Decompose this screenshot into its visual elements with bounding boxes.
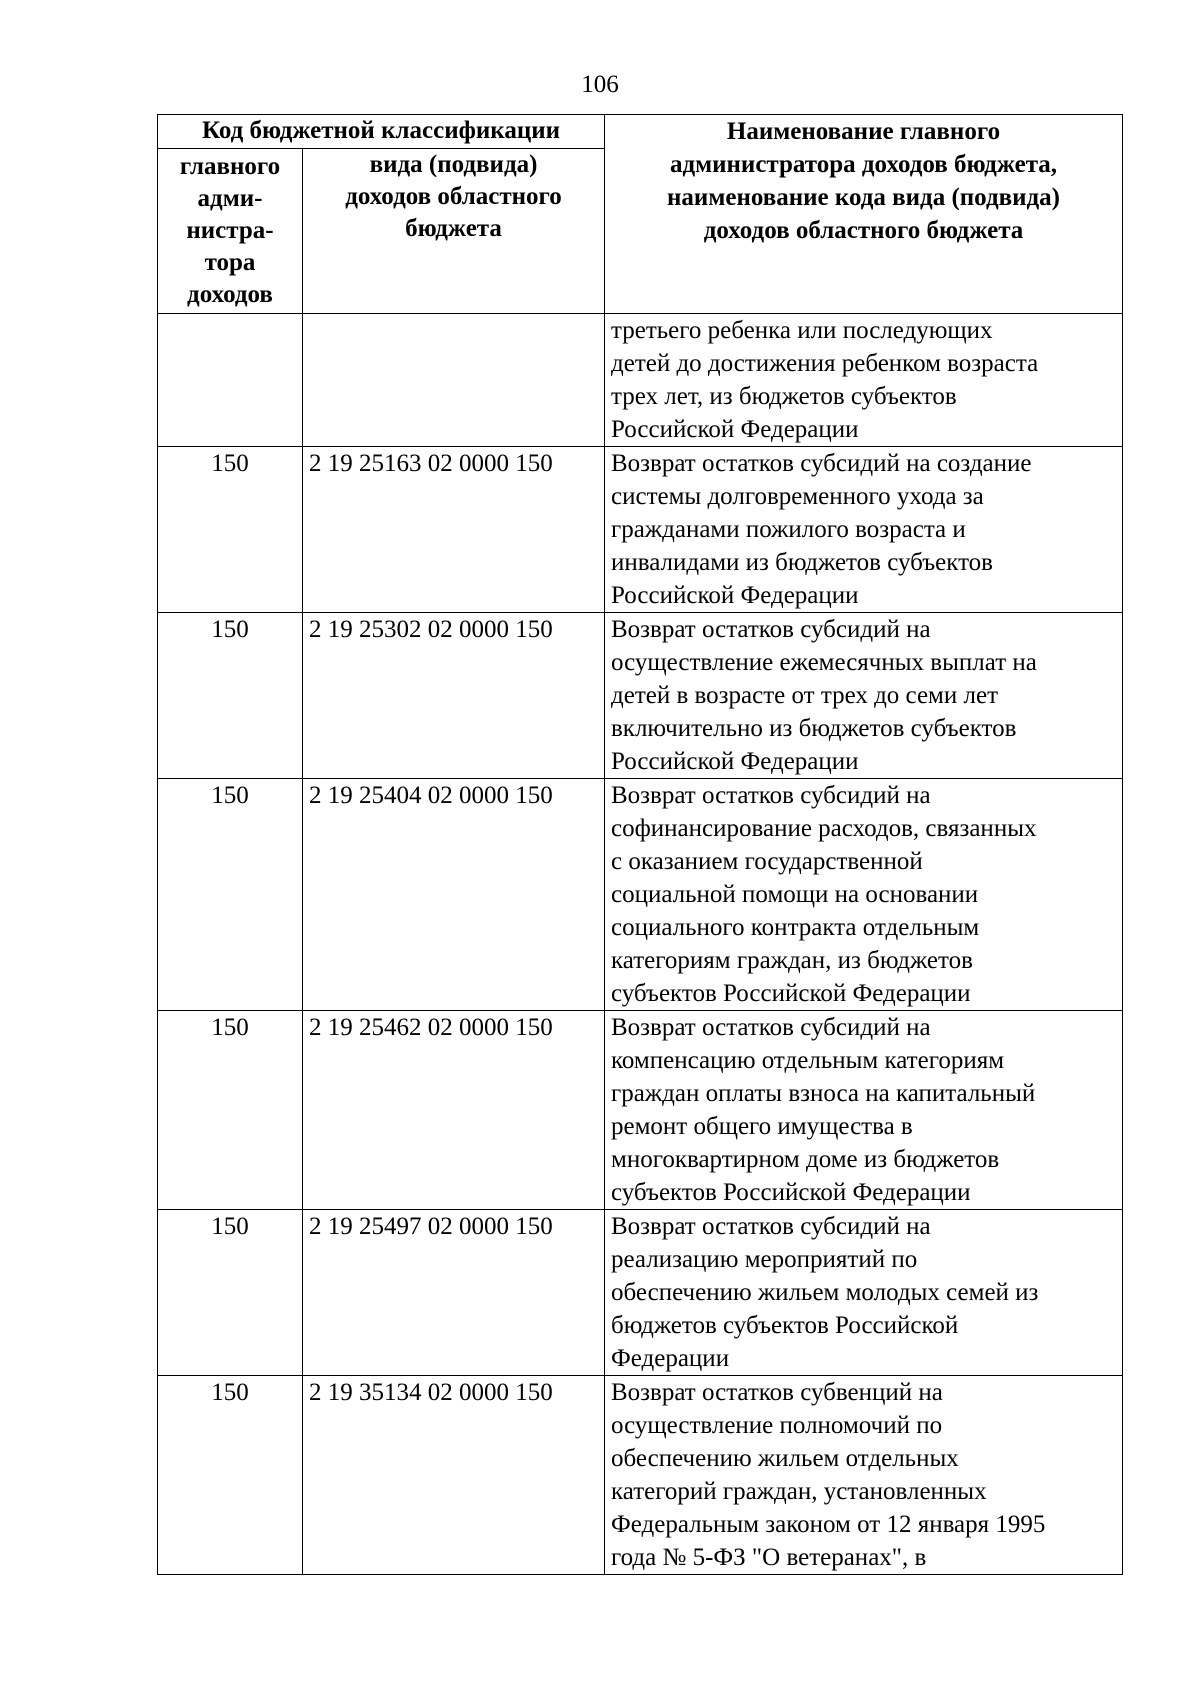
income-name-cell bbox=[605, 1210, 1123, 1376]
income-name-cell bbox=[605, 1011, 1123, 1210]
income-name-line: ремонт общего имущества в bbox=[611, 1113, 913, 1140]
income-name-line: субъектов Российской Федерации bbox=[611, 980, 971, 1007]
income-name-line: социальной помощи на основании bbox=[611, 881, 979, 908]
income-name-line: реализацию мероприятий по bbox=[611, 1246, 918, 1273]
income-name-line: софинансирование расходов, связанных bbox=[611, 815, 1037, 842]
table-row bbox=[158, 779, 1123, 1011]
income-code-cell bbox=[303, 314, 605, 447]
table-row bbox=[158, 613, 1123, 779]
admin-code-cell: 150 bbox=[158, 447, 303, 613]
income-name-line: компенсацию отдельным категориям bbox=[611, 1047, 1005, 1074]
income-name-line: обеспечению жильем молодых семей из bbox=[611, 1279, 1039, 1306]
income-name-line: бюджетов субъектов Российской bbox=[611, 1312, 959, 1339]
income-name-line: с оказанием государственной bbox=[611, 848, 923, 875]
income-name-line: года № 5-ФЗ "О ветеранах", в bbox=[611, 1544, 927, 1571]
income-name-line: категорий граждан, установленных bbox=[611, 1478, 987, 1505]
income-name-line: третьего ребенка или последующих bbox=[611, 317, 993, 344]
code-header-line: бюджета bbox=[405, 215, 502, 242]
code-header-line: доходов областного bbox=[345, 183, 562, 210]
income-name-line: трех лет, из бюджетов субъектов bbox=[611, 383, 957, 410]
income-name-line: граждан оплаты взноса на капитальный bbox=[611, 1080, 1036, 1107]
admin-code-cell: 150 bbox=[158, 1011, 303, 1210]
income-name-cell bbox=[605, 1376, 1123, 1575]
income-code-cell: 2 19 25163 02 0000 150 bbox=[303, 447, 605, 613]
income-name-line: субъектов Российской Федерации bbox=[611, 1179, 971, 1206]
page-number: 106 bbox=[581, 71, 619, 98]
admin-header-line: тора bbox=[204, 249, 256, 276]
table-row bbox=[158, 447, 1123, 613]
income-name-cell bbox=[605, 613, 1123, 779]
admin-column-header bbox=[158, 149, 303, 314]
name-column-header bbox=[605, 115, 1123, 314]
table-body bbox=[158, 314, 1123, 1575]
income-code-cell: 2 19 35134 02 0000 150 bbox=[303, 1376, 605, 1575]
income-name-line: Возврат остатков субсидий на bbox=[611, 782, 931, 809]
name-header-line: администратора доходов бюджета, bbox=[669, 151, 1058, 178]
income-name-line: Российской Федерации bbox=[611, 416, 859, 443]
name-header-line: доходов областного бюджета bbox=[703, 217, 1024, 244]
income-name-line: гражданами пожилого возраста и bbox=[611, 516, 966, 543]
budget-classification-table bbox=[157, 114, 1123, 1575]
income-name-line: инвалидами из бюджетов субъектов bbox=[611, 549, 993, 576]
income-code-cell: 2 19 25497 02 0000 150 bbox=[303, 1210, 605, 1376]
income-name-line: детей в возрасте от трех до семи лет bbox=[611, 682, 998, 709]
table-row bbox=[158, 1011, 1123, 1210]
table-row bbox=[158, 314, 1123, 447]
income-name-line: Возврат остатков субвенций на bbox=[611, 1379, 943, 1406]
income-name-line: Возврат остатков субсидий на bbox=[611, 616, 931, 643]
income-name-line: Возврат остатков субсидий на создание bbox=[611, 450, 1032, 477]
income-name-cell bbox=[605, 779, 1123, 1011]
income-name-line: Российской Федерации bbox=[611, 582, 859, 609]
table-row bbox=[158, 1376, 1123, 1575]
admin-code-cell: 150 bbox=[158, 1210, 303, 1376]
admin-header-line: нистра- bbox=[186, 217, 274, 244]
admin-header-line: адми- bbox=[197, 185, 263, 212]
income-name-line: осуществление ежемесячных выплат на bbox=[611, 649, 1037, 676]
code-header-line: вида (подвида) bbox=[369, 151, 538, 178]
income-name-line: обеспечению жильем отдельных bbox=[611, 1445, 959, 1472]
income-name-line: детей до достижения ребенком возраста bbox=[611, 350, 1039, 377]
income-name-cell bbox=[605, 447, 1123, 613]
admin-code-cell bbox=[158, 314, 303, 447]
income-code-cell: 2 19 25462 02 0000 150 bbox=[303, 1011, 605, 1210]
admin-header-line: главного bbox=[179, 153, 281, 180]
income-name-line: категориям граждан, из бюджетов bbox=[611, 947, 973, 974]
income-name-line: многоквартирном доме из бюджетов bbox=[611, 1146, 1000, 1173]
budget-classification-group-header: Код бюджетной классификации bbox=[158, 115, 605, 149]
admin-code-cell: 150 bbox=[158, 779, 303, 1011]
income-code-cell: 2 19 25302 02 0000 150 bbox=[303, 613, 605, 779]
admin-code-cell: 150 bbox=[158, 613, 303, 779]
name-header-line: наименование кода вида (подвида) bbox=[667, 184, 1060, 211]
income-name-line: Возврат остатков субсидий на bbox=[611, 1014, 931, 1041]
income-name-line: осуществление полномочий по bbox=[611, 1412, 943, 1439]
code-column-header bbox=[303, 149, 605, 314]
income-name-line: включительно из бюджетов субъектов bbox=[611, 715, 1017, 742]
name-header-line: Наименование главного bbox=[726, 118, 1001, 145]
income-name-line: Возврат остатков субсидий на bbox=[611, 1213, 931, 1240]
table-row bbox=[158, 1210, 1123, 1376]
income-name-line: Федеральным законом от 12 января 1995 bbox=[611, 1511, 1046, 1538]
income-name-cell bbox=[605, 314, 1123, 447]
admin-header-line: доходов bbox=[187, 281, 273, 308]
income-name-line: Федерации bbox=[611, 1345, 730, 1372]
income-code-cell: 2 19 25404 02 0000 150 bbox=[303, 779, 605, 1011]
admin-code-cell: 150 bbox=[158, 1376, 303, 1575]
income-name-line: системы долговременного ухода за bbox=[611, 483, 984, 510]
income-name-line: Российской Федерации bbox=[611, 748, 859, 775]
income-name-line: социального контракта отдельным bbox=[611, 914, 980, 941]
